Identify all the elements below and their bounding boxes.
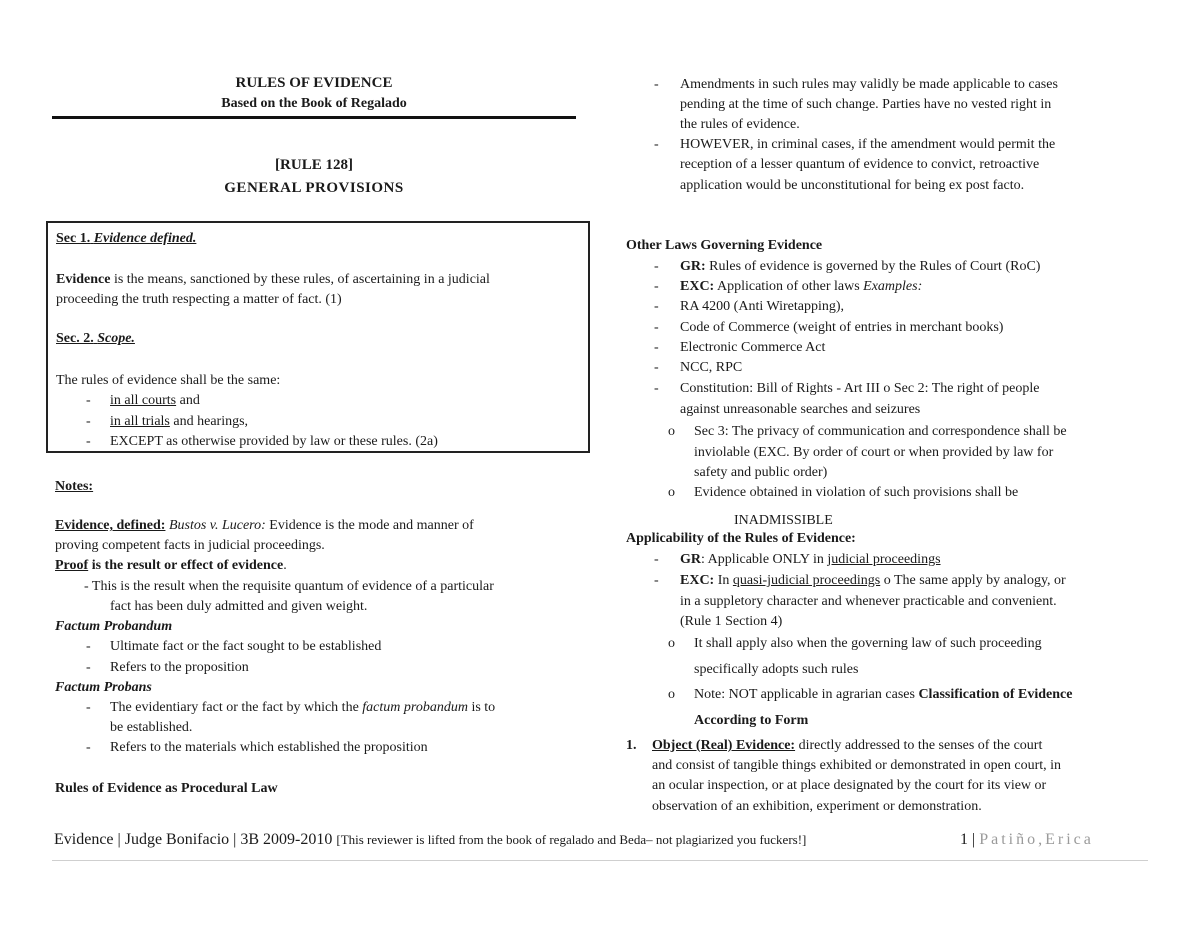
scope-courts: in all courts <box>110 393 177 408</box>
factum-probandum-heading: Factum Probandum <box>55 619 173 634</box>
however-line3: application would be unconstitutional for being ex post facto. <box>680 178 1025 193</box>
exc-examples: Examples: <box>863 279 923 294</box>
shall-apply-line2: specifically adopts such rules <box>694 662 859 677</box>
fps-text-c: is to <box>467 700 496 715</box>
constitution-line2: against unreasonable searches and seizures <box>680 402 921 417</box>
app-exc-underlined: quasi-judicial proceedings <box>732 573 881 588</box>
sec3-line2: inviolable (EXC. By order of court or when provided by law for <box>694 445 1054 460</box>
title-divider <box>52 116 576 119</box>
applicability-exc-line1 <box>680 571 1144 591</box>
evidence-defined-line2: proving competent facts in judicial proceedings. <box>55 538 325 553</box>
gr-label: GR: <box>680 259 706 274</box>
sec1-text1: is the means, sanctioned by these rules, of ascertaining in a judicial <box>110 272 490 287</box>
procedural-law-heading: Rules of Evidence as Procedural Law <box>55 781 278 796</box>
other-laws-exc <box>680 277 922 297</box>
fps-text-b: factum probandum <box>362 700 468 715</box>
inadmissible-text: INADMISSIBLE <box>734 513 833 528</box>
list-item: - <box>654 340 659 355</box>
note-text: Note: NOT applicable in agrarian cases <box>694 687 919 702</box>
applicability-heading: Applicability of the Rules of Evidence: <box>626 531 856 546</box>
other-laws-heading: Other Laws Governing Evidence <box>626 238 823 253</box>
sec3-line1: Sec 3: The privacy of communication and correspondence shall be <box>694 424 1067 439</box>
proof-desc-line2: fact has been duly admitted and given weight. <box>110 599 368 614</box>
app-gr-text: : Applicable ONLY in <box>701 552 828 567</box>
applicability-exc-line3: (Rule 1 Section 4) <box>680 614 783 629</box>
factum-probans-item1-cont: be established. <box>110 720 193 735</box>
list-item: - <box>654 552 659 567</box>
law-item-4: NCC, RPC <box>680 360 743 375</box>
classification-heading: Classification of Evidence <box>918 687 1073 702</box>
according-to-form: According to Form <box>694 713 809 728</box>
scope-item: - <box>86 393 91 408</box>
evidence-defined-text1: Evidence is the mode and manner of <box>265 518 474 533</box>
scope-item-courts <box>110 391 200 411</box>
list-item: - <box>654 137 659 152</box>
factum-probans-item1 <box>110 698 575 718</box>
app-gr-label: GR <box>680 552 701 567</box>
sec2-intro: The rules of evidence shall be the same: <box>56 373 281 388</box>
gr-text: Rules of evidence is governed by the Rules of Court (RoC) <box>705 259 1041 274</box>
object-evidence-line3: an ocular inspection, or at place designated by the court for its view or <box>652 778 1047 793</box>
list-item: - <box>86 740 91 755</box>
list-item: - <box>654 573 659 588</box>
notes-heading: Notes: <box>55 479 94 494</box>
evidence-case: Bustos v. Lucero: <box>168 518 266 533</box>
object-number: 1. <box>626 738 637 753</box>
object-evidence-text1: directly addressed to the senses of the court <box>795 738 1043 753</box>
scope-courts-rest: and <box>176 393 200 408</box>
object-evidence-label: Object (Real) Evidence: <box>652 738 796 753</box>
app-gr-underlined: judicial proceedings <box>827 552 941 567</box>
factum-probandum-item2: Refers to the proposition <box>110 660 249 675</box>
scope-item: - <box>86 414 91 429</box>
bullet-circle-icon: o <box>668 636 675 651</box>
however-line2: reception of a lesser quantum of evidence to convict, retroactive <box>680 157 1040 172</box>
scope-item-except: EXCEPT as otherwise provided by law or these rules. (2a) <box>110 434 438 449</box>
exc-text: Application of other laws <box>714 279 864 294</box>
object-evidence-line1 <box>652 736 1144 756</box>
app-exc-in: In <box>714 573 733 588</box>
sec1-heading <box>56 229 196 249</box>
page-number: 1 | <box>960 831 980 848</box>
bullet-circle-icon: o <box>668 485 675 500</box>
proof-desc-line1: - This is the result when the requisite quantum of evidence of a particular <box>84 579 494 594</box>
object-evidence-line2: and consist of tangible things exhibited or demonstrated in open court, in <box>652 758 1062 773</box>
shall-apply-line1: It shall apply also when the governing law of such proceeding <box>694 636 1042 651</box>
footer-divider <box>52 860 1148 861</box>
factum-probans-item2: Refers to the materials which established the proposition <box>110 740 428 755</box>
amend-line1: Amendments in such rules may validly be made applicable to cases <box>680 77 1058 92</box>
rule-title: GENERAL PROVISIONS <box>224 180 404 196</box>
scope-trials: in all trials <box>110 414 170 429</box>
list-item: - <box>654 77 659 92</box>
sec2-title: Scope. <box>97 331 135 346</box>
list-item: - <box>654 279 659 294</box>
sec2-heading <box>56 329 135 349</box>
sec1-label: Sec 1. <box>56 231 91 246</box>
scope-item-trials <box>110 412 248 432</box>
scope-item: - <box>86 434 91 449</box>
however-line1: HOWEVER, in criminal cases, if the amendment would permit the <box>680 137 1056 152</box>
applicability-exc-line2: in a suppletory character and whenever practicable and convenient. <box>680 594 1057 609</box>
list-item: - <box>654 320 659 335</box>
other-laws-gr <box>680 257 1040 277</box>
law-item-1: RA 4200 (Anti Wiretapping), <box>680 299 845 314</box>
proof-dot: . <box>283 558 287 573</box>
footer-course: Evidence | Judge Bonifacio | 3B 2009-2010 <box>54 831 337 848</box>
document-subtitle: Based on the Book of Regalado <box>221 96 407 111</box>
footer-note: [This reviewer is lifted from the book of regalado and Beda– not plagiarized you fuckers!] <box>336 832 807 847</box>
sec1-term: Evidence <box>56 272 111 287</box>
scope-trials-rest: and hearings, <box>169 414 249 429</box>
list-item: - <box>86 700 91 715</box>
fps-text-a: The evidentiary fact or the fact by which the <box>110 700 363 715</box>
footer-author: Patiño,Erica <box>979 831 1094 848</box>
list-item: - <box>654 381 659 396</box>
app-exc-label: EXC: <box>680 573 715 588</box>
proof-rest: is the result or effect of evidence <box>88 558 284 573</box>
rule-number: [RULE 128] <box>275 157 353 173</box>
sec1-text-line1 <box>56 270 490 290</box>
note-agrarian <box>694 685 1072 705</box>
constitution-line1: Constitution: Bill of Rights - Art III o Sec 2: The right of people <box>680 381 1040 396</box>
list-item: - <box>86 639 91 654</box>
violation-text: Evidence obtained in violation of such provisions shall be <box>694 485 1019 500</box>
amend-line3: the rules of evidence. <box>680 117 800 132</box>
proof-term: Proof <box>55 558 89 573</box>
factum-probandum-item1: Ultimate fact or the fact sought to be established <box>110 639 382 654</box>
document-title: RULES OF EVIDENCE <box>235 75 393 91</box>
footer-page <box>960 831 1094 849</box>
exc-label: EXC: <box>680 279 715 294</box>
sec2-label: Sec. 2. <box>56 331 94 346</box>
object-evidence-line4: observation of an exhibition, experiment or demonstration. <box>652 799 982 814</box>
proof-heading <box>55 556 287 576</box>
sec3-line3: safety and public order) <box>694 465 828 480</box>
sec1-text-line2: proceeding the truth respecting a matter of fact. (1) <box>56 292 342 307</box>
amend-line2: pending at the time of such change. Parties have no vested right in <box>680 97 1052 112</box>
page-footer <box>54 831 806 849</box>
list-item: - <box>86 660 91 675</box>
law-item-3: Electronic Commerce Act <box>680 340 826 355</box>
evidence-defined-label: Evidence, defined: <box>55 518 166 533</box>
bullet-circle-icon: o <box>668 424 675 439</box>
list-item: - <box>654 299 659 314</box>
evidence-defined-line1 <box>55 516 575 536</box>
applicability-gr <box>680 550 941 570</box>
list-item: - <box>654 259 659 274</box>
bullet-circle-icon: o <box>668 687 675 702</box>
factum-probans-heading: Factum Probans <box>55 680 152 695</box>
law-item-2: Code of Commerce (weight of entries in merchant books) <box>680 320 1004 335</box>
app-exc-rest: o The same apply by analogy, or <box>880 573 1066 588</box>
sec1-title: Evidence defined. <box>93 231 197 246</box>
list-item: - <box>654 360 659 375</box>
